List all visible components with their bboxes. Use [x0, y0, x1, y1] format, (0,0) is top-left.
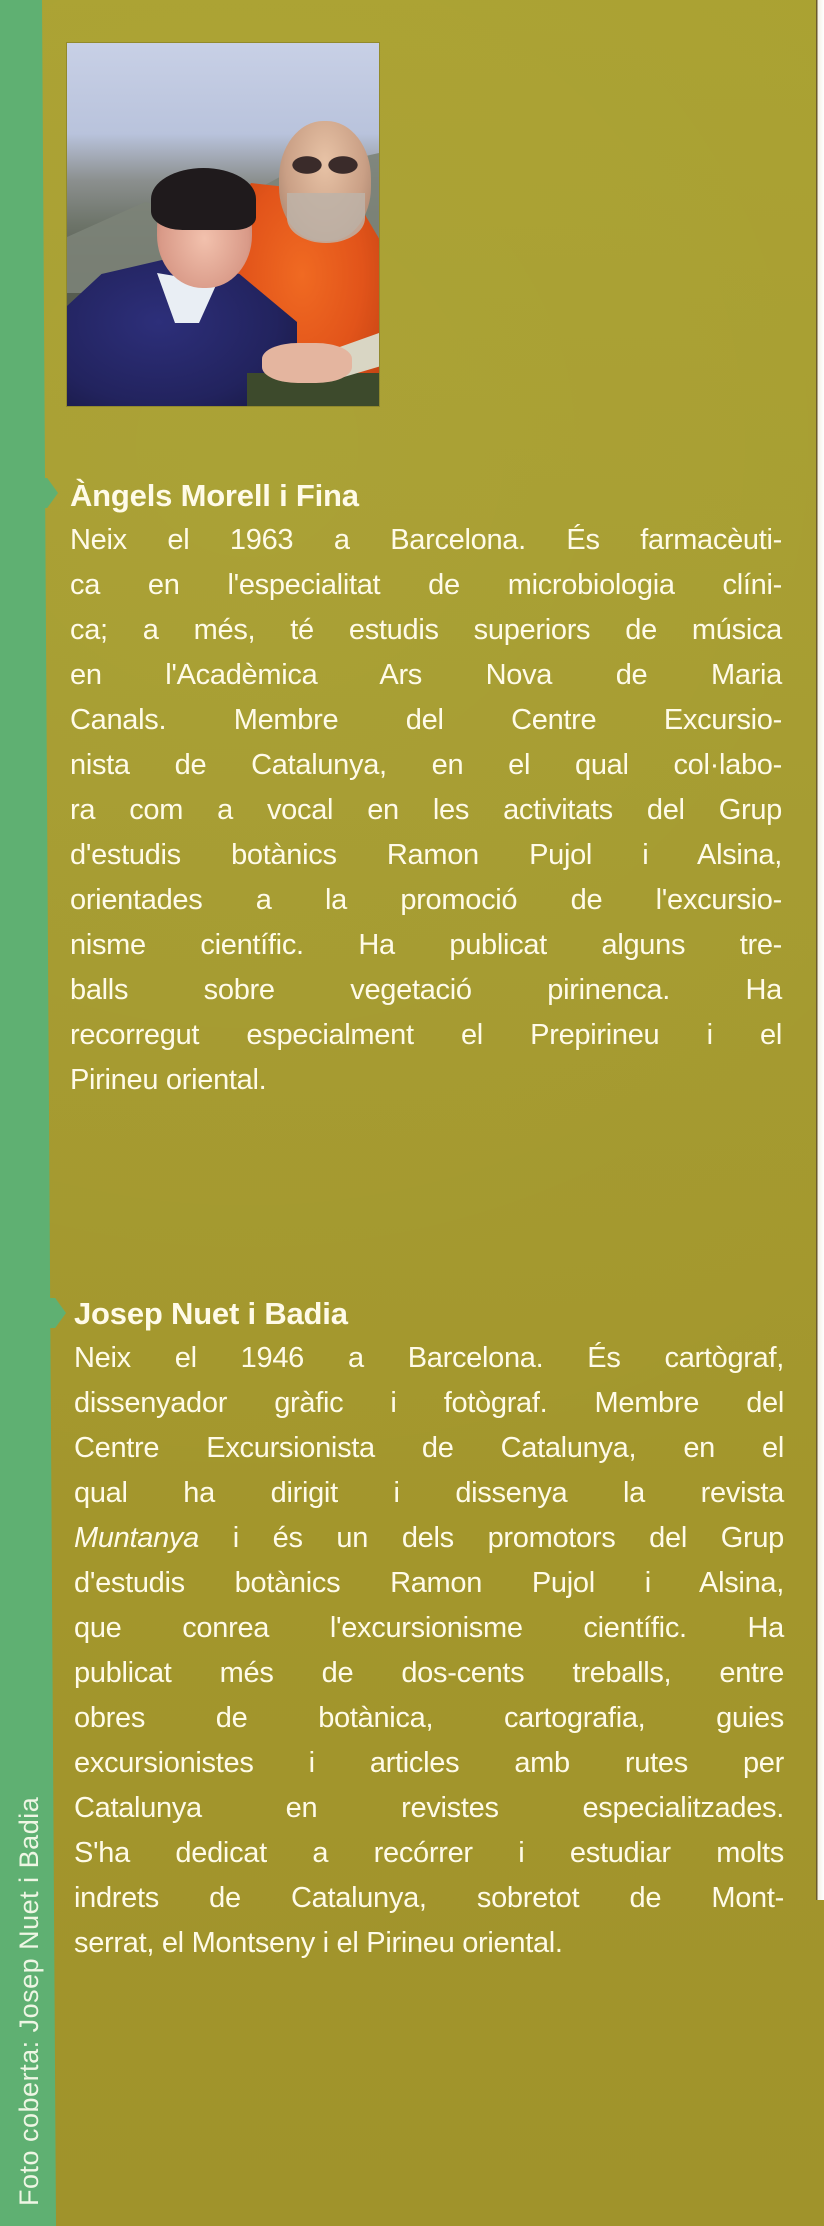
photo-credit: Foto coberta: Josep Nuet i Badia	[14, 1796, 44, 2206]
bio-line: recorregut especialment el Prepirineu i el	[70, 1019, 782, 1051]
bio-line: nisme científic. Ha publicat alguns tre-	[70, 929, 782, 961]
author-name: Àngels Morell i Fina	[70, 478, 359, 513]
bio-line: publicat més de dos-cents treballs, entre	[74, 1657, 784, 1689]
bio-line: que conrea l'excursionisme científic. Ha	[74, 1612, 784, 1644]
bio-line: indrets de Catalunya, sobretot de Mont-	[74, 1882, 784, 1914]
bio-line: excursionistes i articles amb rutes per	[74, 1747, 784, 1779]
bio-line: qual ha dirigit i dissenya la revista	[74, 1477, 784, 1509]
heading-marker-icon	[40, 478, 58, 508]
bio-line: d'estudis botànics Ramon Pujol i Alsina,	[74, 1567, 784, 1599]
bio-line: Pirineu oriental.	[70, 1064, 267, 1096]
bio-line: Centre Excursionista de Catalunya, en el	[74, 1432, 784, 1464]
photo-man-beard	[287, 193, 365, 243]
bio-line: Neix el 1963 a Barcelona. És farmacèuti-	[70, 524, 782, 556]
bio-line: nista de Catalunya, en el qual col·labo-	[70, 749, 782, 781]
bio-line: Catalunya en revistes especialitzades.	[74, 1792, 784, 1824]
bio-line: ca en l'especialitat de microbiologia clíni-	[70, 569, 782, 601]
bio-line: dissenyador gràfic i fotògraf. Membre del	[74, 1387, 784, 1419]
heading-marker-icon	[48, 1298, 66, 1328]
bio-line: d'estudis botànics Ramon Pujol i Alsina,	[70, 839, 782, 871]
bio-line: en l'Acadèmica Ars Nova de Maria	[70, 659, 782, 691]
photo-sunglasses	[289, 156, 361, 174]
bio-line: ra com a vocal en les activitats del Grup	[70, 794, 782, 826]
photo-hands	[262, 343, 352, 383]
bio-line-rest: i és un dels promotors del Grup	[198, 1522, 784, 1554]
bio-line: Canals. Membre del Centre Excursio-	[70, 704, 782, 736]
page-edge	[816, 0, 824, 1900]
bio-line: obres de botànica, cartografia, guies	[74, 1702, 784, 1734]
bio-line: balls sobre vegetació pirinenca. Ha	[70, 974, 782, 1006]
magazine-title: Muntanya	[74, 1522, 199, 1554]
bio-line	[74, 1516, 784, 1561]
authors-photo	[67, 43, 379, 406]
author-name: Josep Nuet i Badia	[74, 1296, 348, 1331]
bio-line: ca; a més, té estudis superiors de música	[70, 614, 782, 646]
bio-line: orientades a la promoció de l'excursio-	[70, 884, 782, 916]
photo-woman-hair	[151, 168, 256, 230]
author-bio-nuet	[74, 1292, 784, 1966]
bio-line: S'ha dedicat a recórrer i estudiar molts	[74, 1837, 784, 1869]
bio-line: serrat, el Montseny i el Pirineu oriental.	[74, 1927, 563, 1959]
author-bio-morell	[70, 474, 782, 1103]
bio-line: Neix el 1946 a Barcelona. És cartògraf,	[74, 1342, 784, 1374]
